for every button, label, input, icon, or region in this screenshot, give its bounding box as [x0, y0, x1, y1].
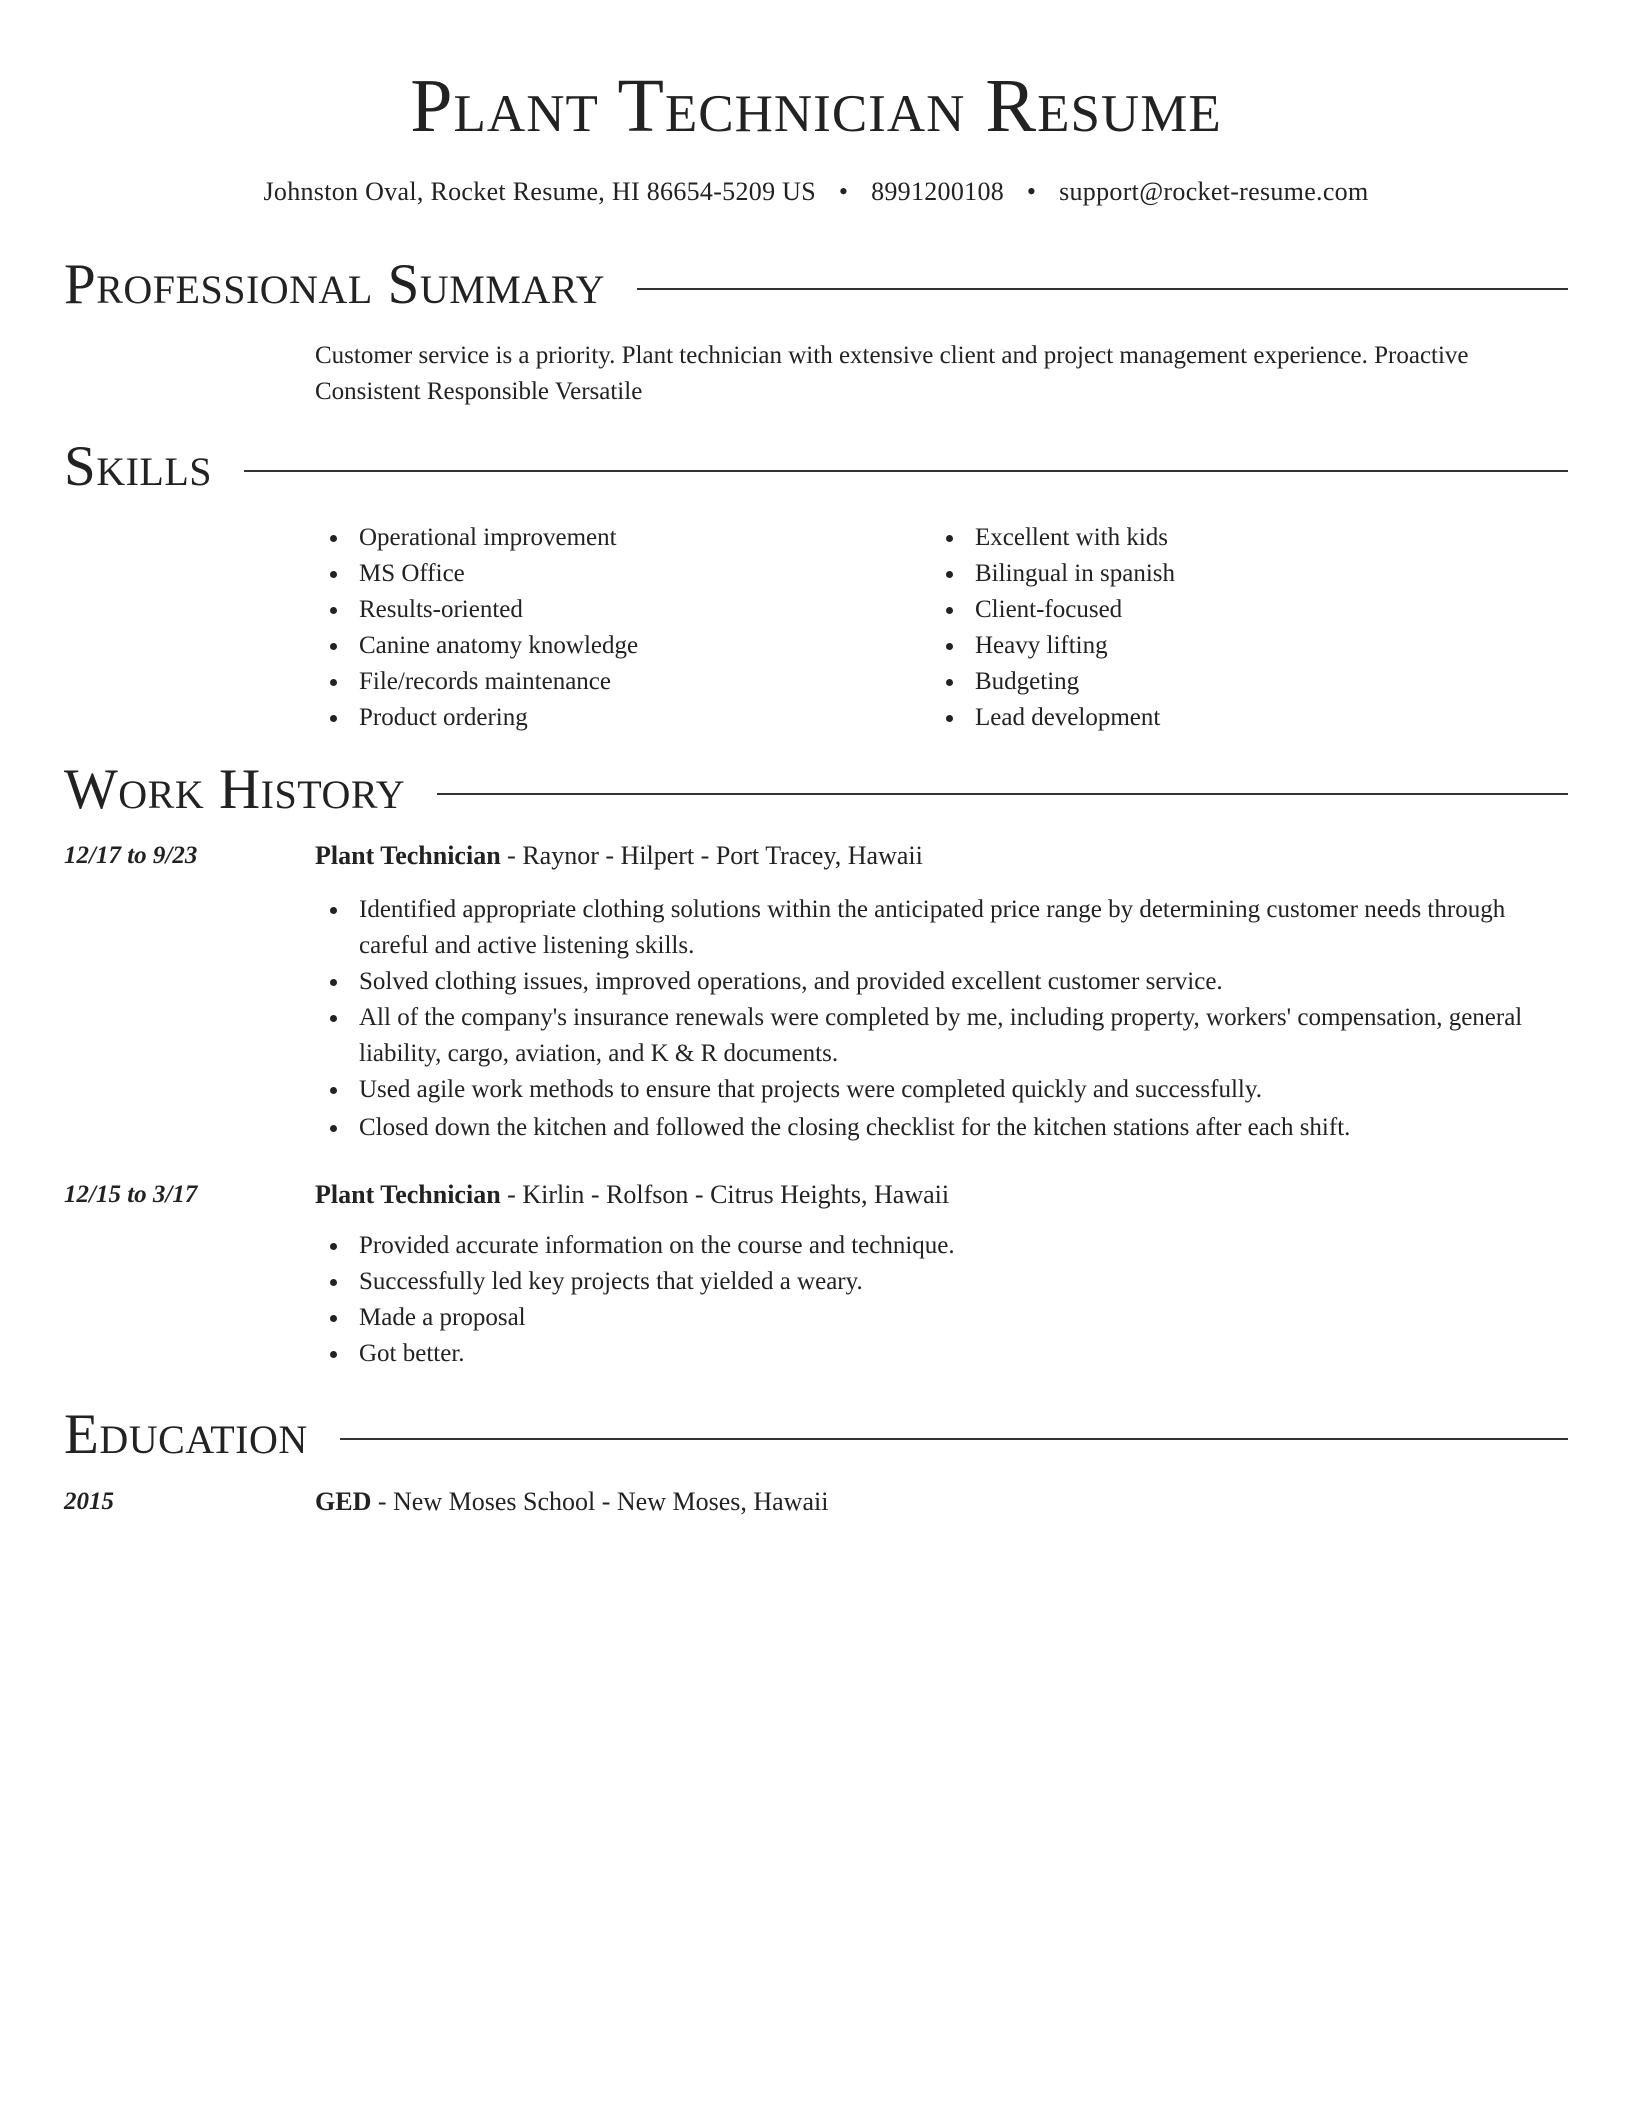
duty-item: Identified appropriate clothing solutions within the anticipated price range by determining customer needs through careful and active listening skills.: [315, 892, 1568, 964]
job-dates: 12/15 to 3/17: [64, 1181, 198, 1208]
skill-item: Results-oriented: [315, 592, 915, 628]
skill-item: Budgeting: [931, 664, 1531, 700]
job-title-line: [315, 838, 1568, 874]
skills-section-header: [64, 432, 1568, 502]
job-role: Plant Technician: [315, 841, 501, 870]
contact-line: [0, 172, 1632, 212]
education-degree: GED: [315, 1487, 372, 1516]
contact-separator: •: [1026, 177, 1037, 206]
section-divider: [637, 288, 1568, 290]
duty-item: Successfully led key projects that yielded a weary.: [315, 1264, 1568, 1300]
contact-phone: 8991200108: [871, 177, 1005, 206]
duty-item: Made a proposal: [315, 1300, 1568, 1336]
work-history-heading: Work History: [64, 758, 406, 821]
job-duties-list: [315, 1228, 1568, 1372]
skill-item: MS Office: [315, 556, 915, 592]
education-heading: Education: [64, 1403, 308, 1466]
section-divider: [340, 1438, 1568, 1440]
skill-item: Product ordering: [315, 700, 915, 736]
skills-list-left: [315, 520, 915, 736]
skill-item: File/records maintenance: [315, 664, 915, 700]
duty-item: Provided accurate information on the course and technique.: [315, 1228, 1568, 1264]
contact-email: support@rocket-resume.com: [1059, 177, 1369, 206]
job-dates: 12/17 to 9/23: [64, 842, 198, 869]
skill-item: Canine anatomy knowledge: [315, 628, 915, 664]
duty-item: Solved clothing issues, improved operations, and provided excellent customer service.: [315, 964, 1568, 1000]
skills-heading: Skills: [64, 435, 213, 498]
contact-address: Johnston Oval, Rocket Resume, HI 86654-5209 US: [263, 177, 817, 206]
work-history-section-header: [64, 755, 1568, 825]
job-employer: - Kirlin - Rolfson - Citrus Heights, Hawaii: [500, 1180, 950, 1209]
section-divider: [244, 470, 1568, 472]
contact-separator: •: [838, 177, 849, 206]
duty-item: Got better.: [315, 1336, 1568, 1372]
skill-item: Bilingual in spanish: [931, 556, 1531, 592]
education-line: [315, 1484, 1568, 1520]
duty-item: Used agile work methods to ensure that projects were completed quickly and successfully.: [315, 1072, 1568, 1108]
skill-item: Client-focused: [931, 592, 1531, 628]
skill-item: Excellent with kids: [931, 520, 1531, 556]
skill-item: Operational improvement: [315, 520, 915, 556]
duty-item: All of the company's insurance renewals were completed by me, including property, workers' compensation, general liability, cargo, aviation, and K & R documents.: [315, 1000, 1568, 1072]
education-school: - New Moses School - New Moses, Hawaii: [371, 1487, 829, 1516]
duty-item: Closed down the kitchen and followed the closing checklist for the kitchen stations after each shift.: [315, 1110, 1568, 1146]
summary-text: Customer service is a priority. Plant technician with extensive client and project management experience. Proactive Consistent Responsible Versatile: [315, 342, 1469, 405]
section-divider: [437, 793, 1568, 795]
education-year: 2015: [64, 1488, 114, 1515]
summary-heading: Professional Summary: [64, 253, 606, 316]
resume-title: Plant Technician Resume: [410, 64, 1222, 148]
skill-item: Lead development: [931, 700, 1531, 736]
skill-item: Heavy lifting: [931, 628, 1531, 664]
education-section-header: [64, 1400, 1568, 1470]
job-title-line: [315, 1177, 1568, 1213]
job-role: Plant Technician: [315, 1180, 501, 1209]
job-duties-list: [315, 892, 1568, 1146]
skills-list-right: [931, 520, 1531, 736]
summary-section-header: [64, 250, 1568, 320]
job-employer: - Raynor - Hilpert - Port Tracey, Hawaii: [500, 841, 923, 870]
